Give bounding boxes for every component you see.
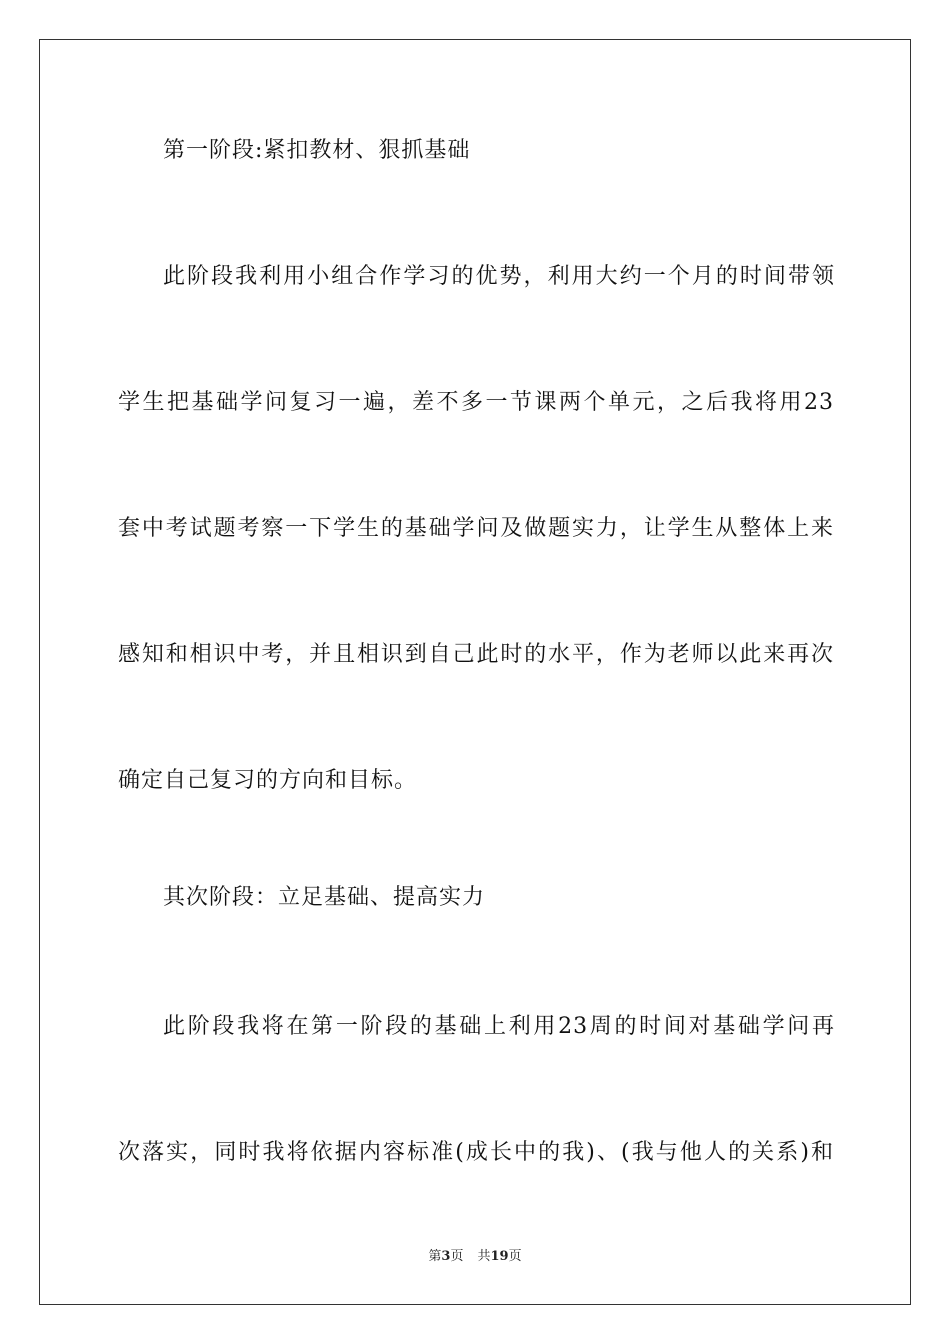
page-number: 第3页 <box>428 1249 464 1264</box>
page-total: 共19页 <box>477 1249 522 1264</box>
page-footer <box>0 1248 950 1266</box>
paragraph-line: 感知和相识中考，并且相识到自己此时的水平，作为老师以此来再次 <box>118 642 834 667</box>
paragraph-line: 确定自己复习的方向和目标。 <box>118 768 418 793</box>
paragraph-line: 次落实，同时我将依据内容标准(成长中的我)、(我与他人的关系)和 <box>118 1140 834 1165</box>
paragraph-line: 此阶段我利用小组合作学习的优势，利用大约一个月的时间带领 <box>163 264 835 289</box>
heading-stage-one: 第一阶段:紧扣教材、狠抓基础 <box>163 138 471 163</box>
page-border <box>39 39 911 1305</box>
paragraph-line: 学生把基础学问复习一遍，差不多一节课两个单元，之后我将用23 <box>118 390 834 415</box>
paragraph-line: 此阶段我将在第一阶段的基础上利用23周的时间对基础学问再 <box>163 1014 835 1039</box>
paragraph-line: 套中考试题考察一下学生的基础学问及做题实力，让学生从整体上来 <box>118 516 834 541</box>
heading-stage-two: 其次阶段：立足基础、提高实力 <box>163 885 486 910</box>
